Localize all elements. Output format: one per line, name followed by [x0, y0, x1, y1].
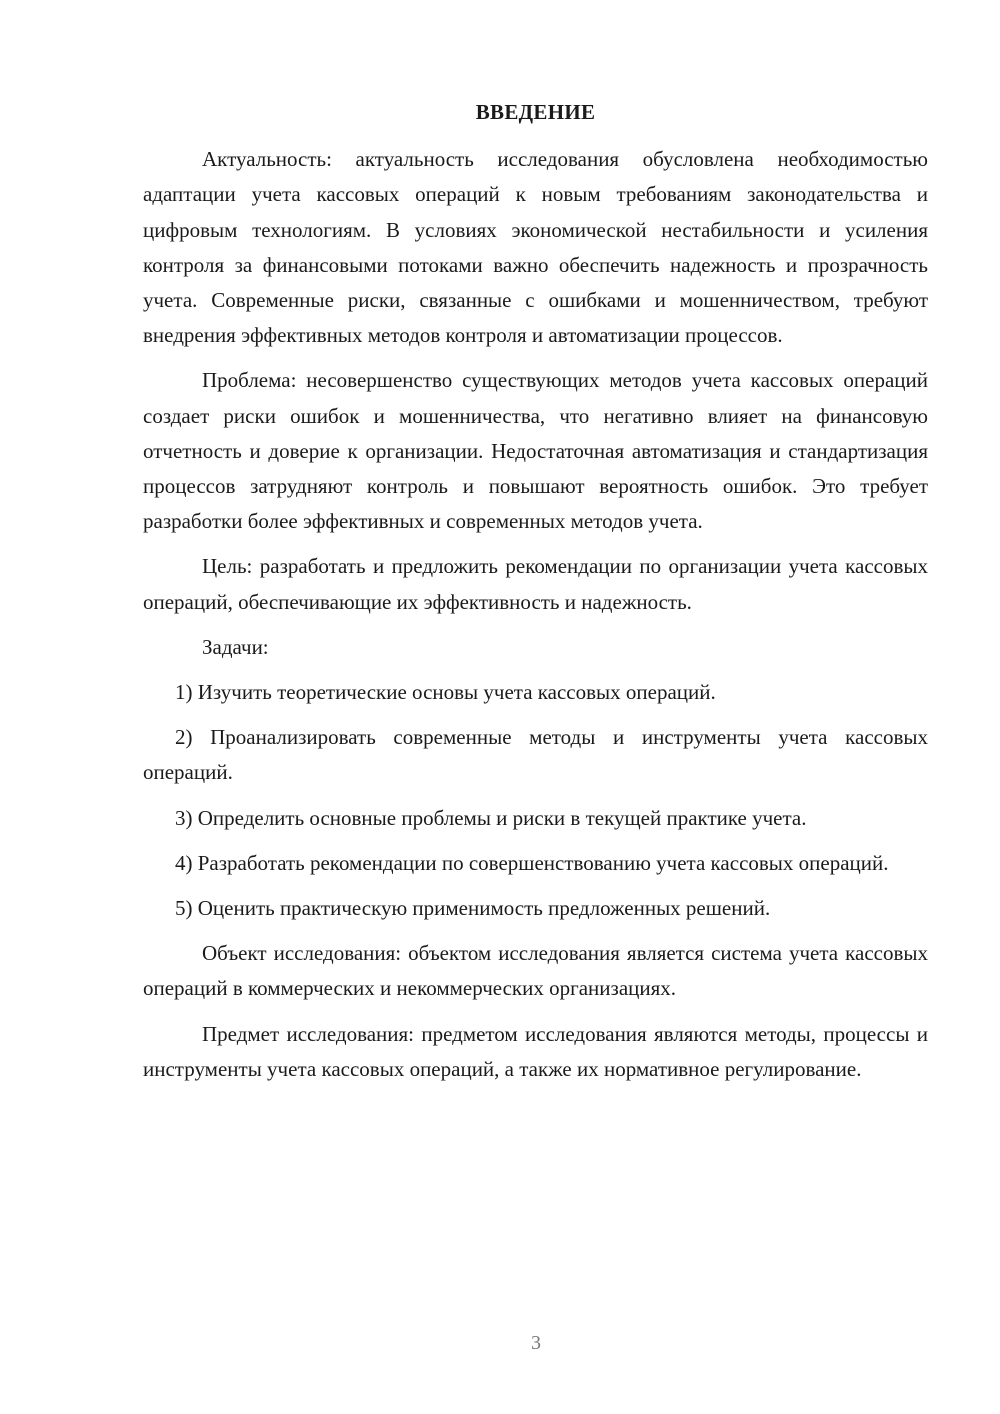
task-item-2: 2) Проанализировать современные методы и инструменты учета кассовых операций. — [143, 725, 928, 785]
section-title: ВВЕДЕНИЕ — [475, 100, 596, 124]
task-item-4: 4) Разработать рекомендации по совершенствованию учета кассовых операций. — [175, 850, 889, 875]
paragraph-relevance: Актуальность: актуальность исследования обусловлена необходимостью адаптации учета кассовых операций к новым требованиям законодательства и цифровым технологиям. В условиях экономической нестабильности и усиления контроля за финансовыми потоками важно обеспечить надежность и прозрачность учета. Современные риски, связанные с ошибками и мошенничеством, требуют внедрения эффективных методов контроля и автоматизации процессов. — [143, 147, 928, 348]
tasks-heading: Задачи: — [202, 634, 269, 659]
document-page — [143, 95, 928, 1097]
paragraph-goal: Цель: разработать и предложить рекомендации по организации учета кассовых операций, обеспечивающие их эффективность и надежность. — [143, 554, 928, 614]
task-item-3: 3) Определить основные проблемы и риски в текущей практике учета. — [175, 805, 807, 830]
task-item-5: 5) Оценить практическую применимость предложенных решений. — [175, 896, 771, 921]
paragraph-subject: Предмет исследования: предметом исследования являются методы, процессы и инструменты учета кассовых операций, а также их нормативное регулирование. — [143, 1021, 928, 1081]
paragraph-object: Объект исследования: объектом исследования является система учета кассовых операций в коммерческих и некоммерческих организациях. — [143, 941, 928, 1001]
task-item-1: 1) Изучить теоретические основы учета кассовых операций. — [175, 680, 716, 705]
page-number: 3 — [531, 1332, 541, 1354]
paragraph-problem: Проблема: несовершенство существующих методов учета кассовых операций создает риски ошибок и мошенничества, что негативно влияет на финансовую отчетность и доверие к организации. Недостаточная автоматизация и стандартизация процессов затрудняют контроль и повышают вероятность ошибок. Это требует разработки более эффективных и современных методов учета. — [143, 368, 928, 534]
